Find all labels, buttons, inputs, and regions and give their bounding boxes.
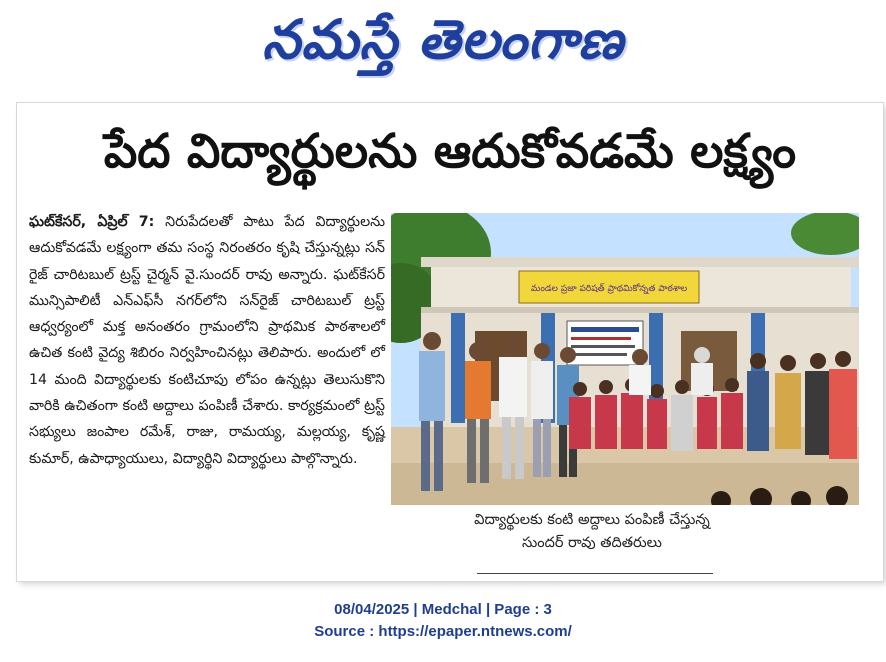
- article-body-text: నిరుపేదలతో పాటు పేద విద్యార్థులను ఆదుకోవడమే లక్ష్యంగా తమ సంస్థ నిరంతరం కృషి చేస్తున్నట్లు సన్ రైజ్ చారిటబుల్ ట్రస్ట్ చైర్మన్ వై.సుందర్ రావు అన్నారు. ఘట్‌కేసర్ మున్సిపాలిటీ ఎన్‌ఎఫ్‌సీ నగర్‌లోని సన్‌రైజ్ చారిటబుల్ ట్రస్ట్ ఆధ్వర్యంలో మక్త అనంతరం గ్రామంలోని ప్రాథమిక పాఠశాలలో ఉచిత కంటి వైద్య శిబిరం నిర్వహించినట్లు తెలిపారు. అందులో లో 14 మంది విద్యార్థులకు కంటిచూపు లోపం ఉన్నట్లు తెలుసుకొని వారికి ఉచితంగా కంటి అద్దాలు పంపిణీ చేశారు. కార్యక్రమంలో ట్రస్ట్ సభ్యులు జంపాల రమేశ్, రాజు, రామయ్య, మల్లయ్య, కృష్ణ కుమార్, ఉపాధ్యాయులు, విద్యార్థిని విద్యార్థులు పాల్గొన్నారు.: [29, 214, 385, 467]
- caption-divider: [477, 573, 713, 574]
- headline-text: పేద విద్యార్థులను ఆదుకోవడమే లక్ష్యం: [103, 124, 797, 179]
- caption-line-2: సుందర్ రావు తదితరులు: [522, 535, 662, 551]
- article-photo: [391, 213, 859, 505]
- photo-illustration: [391, 213, 859, 505]
- photo-caption: [427, 509, 757, 555]
- article-headline: [17, 111, 883, 203]
- article-dateline: ఘట్‌కేసర్, ఏప్రిల్ 7:: [29, 214, 155, 230]
- article-clipping: [17, 103, 883, 581]
- article-body: [29, 209, 385, 472]
- footer-meta: 08/04/2025 | Medchal | Page : 3: [334, 601, 552, 618]
- masthead-title: నమస్తే తెలంగాణ: [262, 7, 624, 71]
- footer-source-link[interactable]: Source : https://epaper.ntnews.com/: [314, 623, 572, 640]
- school-sign-text: మండల ప్రజా పరిషత్ ప్రాథమికోన్నత పాఠశాల: [530, 284, 688, 294]
- caption-line-1: విద్యార్థులకు కంటి అద్దాలు పంపిణీ చేస్తున్న: [474, 512, 710, 528]
- newspaper-masthead: [0, 4, 886, 88]
